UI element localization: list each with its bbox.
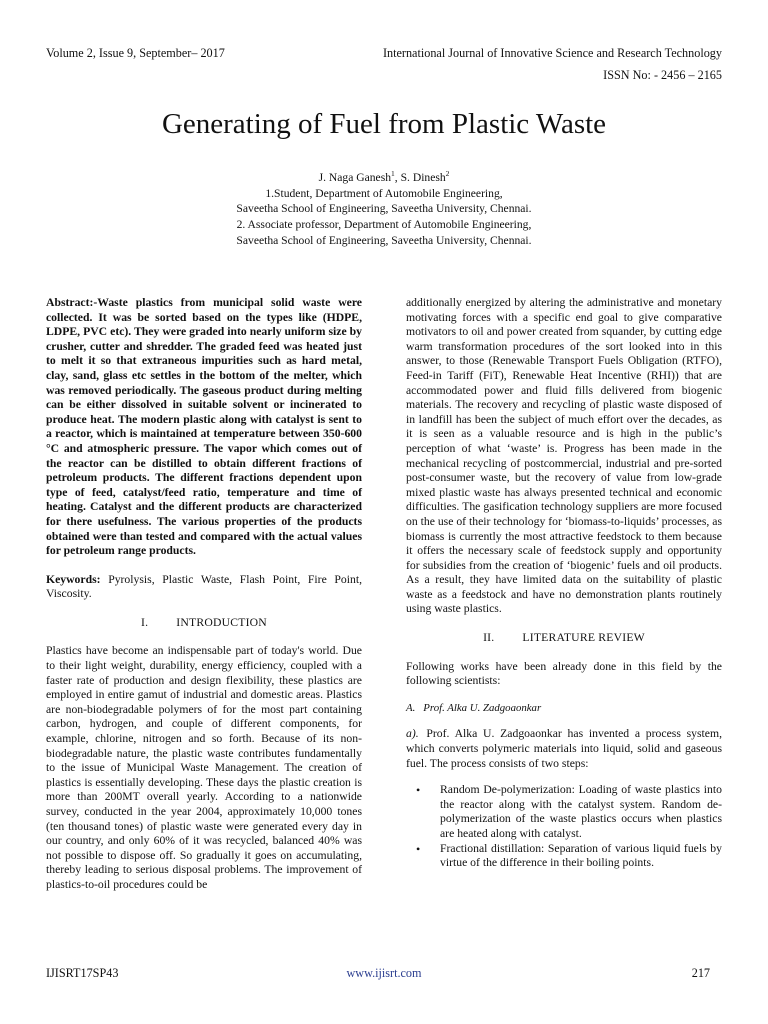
abstract: Abstract:-Waste plastics from municipal solid waste were collected. It was be sorted based on the types like (HDPE, LDPE, PVC etc). They were graded into nearly uniform size by crusher, cutter and shredder. The graded feed was heated just to melt it so that extraneous impurities such as hard metal, clay, sand, glass etc settles in the bottom of the melter, which was removed periodically. The gaseous product during melting can be either dissolved in suitable solvent or incinerated to produce heat. The modern plastic along with catalyst is sent to a reactor, which is maintained at temperature between 350-600 °C and atmospheric pressure. The vapor which comes out of the reactor can be distilled to obtain different fractions of petroleum products. The different fractions dependent upon type of feed, catalyst/feed ratio, temperature and time of heating. Catalyst and the different products are characterized for there usefulness. The various properties of the products obtained were than tested and compared with the actual values for petroleum range products. bbox=[46, 296, 362, 558]
author-1: J. Naga Ganesh bbox=[318, 170, 392, 184]
list-item: • Fractional distillation: Separation of various liquid fuels by virtue of the difference in their boiling points. bbox=[440, 842, 722, 871]
section-title: INTRODUCTION bbox=[176, 615, 267, 629]
paragraph-text: Prof. Alka U. Zadgoaonkar has invented a process system, which converts polymeric materials into liquid, solid and gaseous fuel. The process consists of two steps: bbox=[406, 727, 722, 770]
header-journal: International Journal of Innovative Science and Research Technology bbox=[382, 46, 722, 60]
paper-title: Generating of Fuel from Plastic Waste bbox=[161, 108, 607, 140]
subsection-number: A. bbox=[406, 701, 416, 714]
paragraph-label: a). bbox=[406, 727, 419, 741]
author-line bbox=[0, 166, 768, 186]
header-volume: Volume 2, Issue 9, September– 2017 bbox=[46, 46, 225, 60]
subsection-heading bbox=[406, 701, 722, 716]
process-steps-list bbox=[406, 783, 722, 871]
left-column bbox=[46, 296, 362, 893]
keywords bbox=[46, 573, 362, 602]
right-column bbox=[406, 296, 722, 871]
affiliation-2b: Saveetha School of Engineering, Saveetha University, Chennai. bbox=[236, 234, 532, 248]
author-2-sup: 2 bbox=[445, 169, 450, 178]
keywords-label: Keywords: bbox=[46, 572, 101, 586]
literature-paragraph bbox=[406, 727, 722, 771]
section-heading-literature-review bbox=[406, 631, 722, 646]
footer-page-number: 217 bbox=[691, 966, 710, 980]
footer-website-link[interactable]: www.ijisrt.com bbox=[346, 966, 422, 980]
author-block bbox=[0, 166, 768, 249]
affiliation-2a: 2. Associate professor, Department of Automobile Engineering, bbox=[236, 218, 532, 232]
section-heading-introduction bbox=[46, 616, 362, 631]
affiliation-1a: 1.Student, Department of Automobile Engineering, bbox=[265, 186, 503, 200]
section-title: LITERATURE REVIEW bbox=[522, 631, 645, 645]
literature-intro: Following works have been already done in this field by the following scientists: bbox=[406, 659, 722, 688]
header-issn: ISSN No: - 2456 – 2165 bbox=[603, 68, 722, 82]
author-2: , S. Dinesh bbox=[394, 170, 446, 184]
subsection-title: Prof. Alka U. Zadgoaonkar bbox=[423, 701, 542, 714]
affiliation-1b: Saveetha School of Engineering, Saveetha University, Chennai. bbox=[236, 202, 532, 216]
introduction-continuation: additionally energized by altering the administrative and monetary motivating forces with a specific end goal to give comparative motivators to oil and power created from squander, by cutting edge warm transformation procedures of the sort looked into in this answer, to those (Renewable Transport Fuels Obligation (RTFO), Feed-in Tariff (FiT), Renewable Heat Incentive (RHI)) that are accommodated power and fluid fills delivered from biogenic materials. The recovery and recycling of plastic waste disposed of in landfill has been the subject of much effort over the decades, as it is seen as a valuable resource and is high in the public’s perception of what ‘waste’ is. Progress has been made in the mechanical recycling of postcommercial, industrial and pre-sorted post-consumer waste, but the recovery of value from low-grade mixed plastic waste has always presented technical and economic difficulties. The gasification technology suppliers are more focused on the use of their technology for ‘biomass-to-liquids’ processes, as biomass is currently the most attractive feedstock to them because it offers the necessary scale of feedstock supply and opportunity for subsidies from the creation of ‘biogenic’ fuels and oil products. As a result, they have limited data on the suitability of plastic waste as a feedstock and have no demonstration plants routinely using waste plastics. bbox=[406, 296, 722, 616]
section-number: II. bbox=[483, 631, 495, 645]
footer-code: IJISRT17SP43 bbox=[46, 966, 119, 980]
introduction-text: Plastics have become an indispensable part of today's world. Due to their light weight, durability, energy efficiency, coupled with a faster rate of production and design flexibility, these plastics are employed in entire gamut of industrial and domestic areas. Plastics are non-biodegradable polymers of for the most part containing carbon, hydrogen, and couple of different components, for example, chlorine, nitrogen and so forth. Because of its non-biodegradable nature, the plastic waste contributes fundamentally to the issue of Municipal Waste Management. The creation of plastics is essentially developing. These days the plastic creation is more than 200MT overall yearly. According to a nationwide survey, conducted in the year 2004, approximately 10,000 tones (ten thousand tones) of plastic waste were generated every day in our country, and only 60% of it was recycled, balanced 40% was not possible to dispose off. So gradually it goes on accumulating, thereby leading to serious disposal problems. The improvement of plastics-to-oil procedures could be bbox=[46, 644, 362, 891]
author-1-sup: 1 bbox=[391, 169, 395, 178]
section-number: I. bbox=[141, 615, 149, 629]
keywords-text: Pyrolysis, Plastic Waste, Flash Point, Fire Point, Viscosity. bbox=[46, 572, 362, 601]
list-item: • Random De-polymerization: Loading of waste plastics into the reactor along with the catalyst system. Random de-polymerization of the waste plastics occurs when plastics are heated along with catalyst. bbox=[440, 783, 722, 841]
